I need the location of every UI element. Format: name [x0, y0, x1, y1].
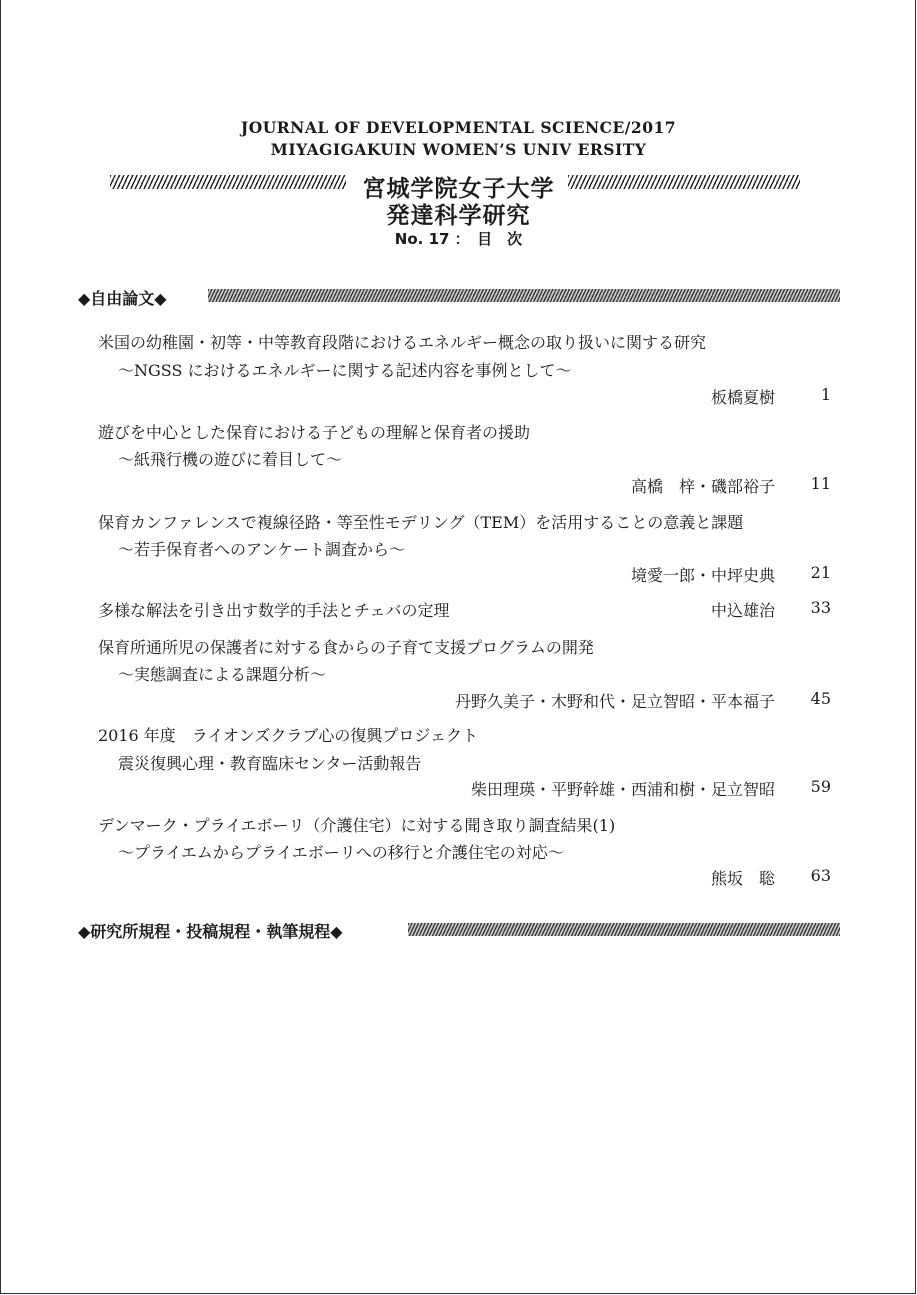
- entry-title: 遊びを中心とした保育における子どもの理解と保育者の援助: [98, 423, 531, 442]
- entry-title: 2016 年度 ライオンズクラブ心の復興プロジェクト: [98, 726, 479, 745]
- entry-page-number: 33: [810, 598, 831, 617]
- entry-title: デンマーク・プライエボーリ（介護住宅）に対する聞き取り調査結果(1): [98, 816, 616, 835]
- entry-title: 保育所通所児の保護者に対する食からの子育て支援プログラムの開発: [98, 638, 594, 657]
- entry-authors: 熊坂 聡: [710, 869, 775, 888]
- section-rule-regulations: [408, 923, 840, 936]
- section-rule-free-papers: [208, 289, 840, 302]
- entry-subtitle: ～NGSS におけるエネルギーに関する記述内容を事例として～: [118, 361, 572, 380]
- entry-title: 多様な解法を引き出す数学的手法とチェバの定理: [98, 601, 450, 620]
- journal-japanese-title: 発達科学研究: [386, 203, 531, 229]
- entry-page-number: 11: [810, 474, 831, 493]
- entry-page-number: 21: [810, 563, 831, 582]
- entry-title: 米国の幼稚園・初等・中等教育段階におけるエネルギー概念の取り扱いに関する研究: [98, 333, 707, 352]
- journal-english-title: JOURNAL OF DEVELOPMENTAL SCIENCE/2017: [240, 118, 677, 137]
- section-free-papers: ◆自由論文◆: [78, 289, 167, 308]
- entry-authors: 丹野久美子・木野和代・足立智昭・平本福子: [454, 692, 775, 711]
- entry-subtitle: ～若手保育者へのアンケート調査から～: [118, 540, 406, 559]
- hatch-decoration-right: [568, 175, 800, 189]
- entry-page-number: 59: [810, 777, 831, 796]
- entry-page-number: 1: [820, 385, 831, 404]
- entry-page-number: 63: [810, 866, 831, 885]
- entry-authors: 高橋 梓・磯部裕子: [630, 477, 775, 496]
- entry-subtitle: ～プライエムからプライエボーリへの移行と介護住宅の対応～: [118, 843, 564, 862]
- entry-authors: 板橋夏樹: [710, 388, 775, 407]
- entry-page-number: 45: [810, 689, 831, 708]
- issue-contents-label: No. 17 ： 目 次: [394, 230, 523, 248]
- entry-subtitle: 震災復興心理・教育臨床センター活動報告: [118, 754, 422, 773]
- entry-authors: 境愛一郎・中坪史典: [630, 566, 775, 585]
- entry-authors: 柴田理瑛・平野幹雄・西浦和樹・足立智昭: [470, 780, 775, 799]
- entry-subtitle: ～紙飛行機の遊びに着目して～: [118, 450, 343, 469]
- entry-subtitle: ～実態調査による課題分析～: [118, 665, 327, 684]
- entry-authors: 中込雄治: [710, 601, 775, 620]
- university-japanese-name: 宮城学院女子大学: [362, 176, 555, 202]
- university-english-name: MIYAGIGAKUIN WOMEN’S UNIV ERSITY: [270, 140, 647, 159]
- entry-title: 保育カンファレンスで複線径路・等至性モデリング（TEM）を活用することの意義と課題: [98, 513, 744, 532]
- section-regulations: ◆研究所規程・投稿規程・執筆規程◆: [78, 922, 343, 941]
